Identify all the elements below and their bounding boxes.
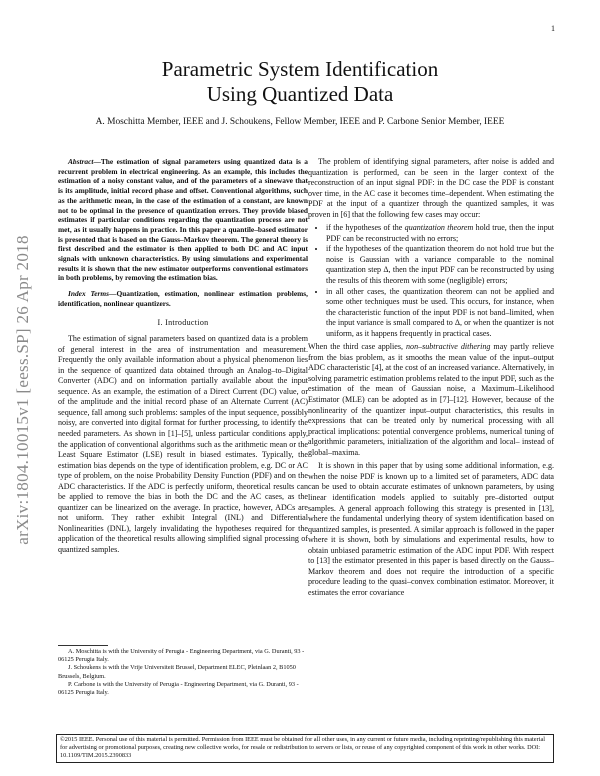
abstract-label: Abstract: [68, 157, 94, 166]
paper-title: [0, 57, 600, 107]
footnote-3: P. Carbone is with the University of Perugia - Engineering Department, via G. Duranti, 93 - 06125 Perugia Italy.: [58, 680, 299, 697]
list-item: • if the hypotheses of the quantization theorem hold true, then the input PDF can be reconstructed with no errors;: [326, 223, 554, 244]
right-column: [308, 157, 554, 598]
list-item: • if the hypotheses of the quantization theorem do not hold true but the noise is Gaussian with a variance comparable to the nominal quantization step Δ, then the input PDF can be reconstructed by using the results of this theorem with some (negligible) errors;: [326, 244, 554, 286]
copyright-notice: ©2015 IEEE. Personal use of this material is permitted. Permission from IEEE must be obtained for all other uses, in any current or future media, including reprinting/republishing this material for advertising or promotional purposes, creating new collective works, for resale or redistribution to servers or lists, or reuse of any copyrighted component of this work in other works. DOI: 10.1109/TIM.2015.2390833: [56, 734, 554, 763]
index-terms-label: Index Terms: [68, 289, 110, 299]
arxiv-stamp-text: arXiv:1804.10015v1 [eess.SP] 26 Apr 2018: [13, 235, 32, 545]
list-item: • in all other cases, the quantization theorem can not be applied and some other techniques must be used. This occurs, for instance, when the characteristic function of the input PDF is not band–limited, when the input variance is small compared to Δ, or when the quantizer is not uniform, as it happens frequently in practical cases.: [326, 287, 554, 340]
arxiv-stamp: [10, 220, 36, 560]
footnote-2: J. Schoukens is with the Vrije Universiteit Brussel, Department ELEC, Pleinlaan 2, B1050 Brussels, Belgium.: [58, 664, 296, 680]
index-terms: [58, 289, 308, 308]
author-list: A. Moschitta Member, IEEE and J. Schoukens, Fellow Member, IEEE and P. Carbone Senior Member, IEEE: [95, 117, 505, 127]
right-paragraph-1: The problem of identifying signal parameters, after noise is added and quantization is performed, can be seen in the larger context of the reconstruction of an input signal PDF: in the DC case the PDF is constant over time, in the AC case it becomes time–dependent. When estimating the PDF at the input of a quantizer through the quantized samples, it was proven in [6] that the following few cases may occur:: [308, 157, 554, 219]
right-paragraph-3: It is shown in this paper that by using some additional information, e.g. when the noise PDF is known up to a limited set of parameters, ADC data can be used to obtain accurate estimates of unknown parameters, by using linear identification models applied to suitably pre–distorted output samples. A general approach following this strategy is presented in [13], where the fundamental underlying theory of system identification based on quantized samples, is presented. A similar approach is followed in the paper where it is shown, both by simulations and experimental results, how to obtain unbiased parametric estimation of the ADC input PDF. With respect to [13] the estimator presented in this paper is based directly on the Gauss–Markov theorem and does not require the introduction of a specific procedure leading to the quasi–convex combination estimator. Moreover, it estimates the error covariance: [308, 461, 554, 597]
section-heading-introduction: I. Introduction: [157, 317, 209, 327]
intro-paragraph: The estimation of signal parameters based on quantized data is a problem of general interest in the area of instrumentation and measurement. Frequently the only available information about a physical phenomenon lies in the sequence of quantized data obtained through an Analog–to–Digital Converter (ADC) and on information partially available about the input sequence. As an example, the estimation of a Direct Current (DC) value, or of the amplitude and the initial record phase of an Alternate Current (AC) sequence, fall among such problems: samples of the input sequence, possibly noisy, are converted into digital format for further processing, to identify the needed parameters. As shown in [1]–[5], unless particular conditions apply, the application of conventional algorithms such as the arithmetic mean or the Least Square Estimator (LSE) result in biased estimates. Typically, the estimation bias depends on the type of identification problem, e.g. DC or AC type of problem, on the noise Probability Density Function (PDF) and on the ADC characteristics. If the ADC is perfectly uniform, theoretical results can be applied to remove the bias in both the DC and the AC cases, as the quantizer can be linearized on the average. In practice, however, ADCs are not uniform. They rather exhibit Integral (INL) and Differential Nonlinearities (DNL), largely invalidating the hypotheses required for the application of the theoretical results allowing simplified signal processing of quantized samples.: [58, 334, 308, 555]
footnote-rule: [58, 645, 108, 646]
abstract: [58, 157, 308, 283]
title-line-1: Parametric System Identification: [161, 57, 439, 81]
cases-list: [308, 223, 554, 339]
abstract-text: —The estimation of signal parameters using quantized data is a recurrent problem in electrical engineering. As an example, this includes the estimation of a noisy constant value, and of the parameters of a sinewave that is its amplitude, initial record phase and offset. Conventional algorithms, such as the arithmetic mean, in the case of the estimation of a constant, are known not to be optimal in the presence of quantization errors. They provide biased estimates if particular conditions regarding the quantization process are not met, as it usually happens in practice. In this paper a quantile–based estimator is presented that is based on the Gauss–Markov theorem. The general theory is first described and the estimator is then applied to both DC and AC input signals with unknown characteristics. By using simulations and experimental results it is shown that the new estimator outperforms conventional estimators in both problems, by removing the estimation bias.: [58, 157, 308, 283]
footnote-1: A. Moschitta is with the University of Perugia - Engineering Department, via G. Duranti, 93 - 06125 Perugia Italy.: [58, 648, 305, 664]
page-number: 1: [551, 24, 555, 33]
title-line-2: Using Quantized Data: [206, 82, 394, 106]
right-paragraph-2: When the third case applies, non–subtractive dithering may partly relieve from the bias problem, as it smooths the mean value of the input–output ADC characteristic [4], at the cost of an increased variance. Alternatively, in solving parametric estimation problems related to the input PDF, such as the estimation of the mean of Gaussian noise, a Maximum–Likelihood Estimator (MLE) can be adopted as in [7]–[12]. However, because of the nonlinearity of the quantizer input–output characteristics, this results in expressions that can be treated only by numerical processing with all practical implications: potential convergence problems, numerical tuning of algorithmic parameters, initialization of the algorithm and local– instead of global–maxima.: [308, 342, 554, 457]
footnotes: [58, 648, 308, 697]
index-terms-text: —Quantization, estimation, nonlinear estimation problems, identification, nonlinear quantizers.: [58, 289, 308, 308]
left-column: [58, 157, 308, 556]
